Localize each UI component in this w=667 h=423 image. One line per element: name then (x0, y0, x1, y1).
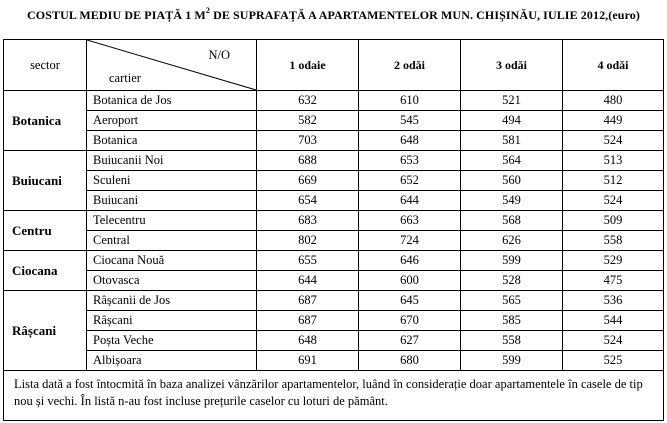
sector-name: Râșcani (4, 291, 87, 371)
header-no: N/O (208, 48, 230, 62)
price-cell: 582 (257, 111, 359, 131)
price-cell: 585 (461, 311, 563, 331)
price-cell: 645 (359, 291, 461, 311)
price-cell: 524 (563, 131, 664, 151)
header-col-3: 3 odăi (461, 40, 563, 91)
header-row (4, 40, 664, 91)
price-cell: 669 (257, 171, 359, 191)
price-cell: 680 (359, 351, 461, 371)
price-cell: 724 (359, 231, 461, 251)
price-cell: 644 (257, 271, 359, 291)
price-cell: 475 (563, 271, 664, 291)
cartier-name: Albișoara (87, 351, 257, 371)
price-cell: 449 (563, 111, 664, 131)
price-cell: 599 (461, 251, 563, 271)
table-row (4, 131, 664, 151)
price-cell: 581 (461, 131, 563, 151)
title-superscript: 2 (205, 6, 210, 15)
price-cell: 683 (257, 211, 359, 231)
price-cell: 558 (563, 231, 664, 251)
price-cell: 529 (563, 251, 664, 271)
cartier-name: Râșcani (87, 311, 257, 331)
price-cell: 521 (461, 91, 563, 111)
cartier-name: Râșcanii de Jos (87, 291, 257, 311)
cartier-name: Ciocana Nouă (87, 251, 257, 271)
price-cell: 653 (359, 151, 461, 171)
sector-name: Ciocana (4, 251, 87, 291)
page-title (0, 6, 667, 23)
price-cell: 560 (461, 171, 563, 191)
table-row (4, 171, 664, 191)
price-cell: 558 (461, 331, 563, 351)
price-cell: 632 (257, 91, 359, 111)
sector-name: Centru (4, 211, 87, 251)
cartier-name: Poșta Veche (87, 331, 257, 351)
price-cell: 655 (257, 251, 359, 271)
price-cell: 525 (563, 351, 664, 371)
price-cell: 568 (461, 211, 563, 231)
table-row (4, 291, 664, 311)
title-main: COSTUL MEDIU DE PIAȚĂ 1 M (27, 8, 206, 22)
price-cell: 610 (359, 91, 461, 111)
title-rest: DE SUPRAFAȚĂ A APARTAMENTELOR MUN. CHIȘINĂU, IULIE 2012,(euro) (209, 8, 640, 22)
table-row (4, 211, 664, 231)
price-cell: 509 (563, 211, 664, 231)
header-col-1: 1 odaie (257, 40, 359, 91)
table-row (4, 191, 664, 211)
price-cell: 627 (359, 331, 461, 351)
price-cell: 600 (359, 271, 461, 291)
price-cell: 545 (359, 111, 461, 131)
price-cell: 564 (461, 151, 563, 171)
price-cell: 687 (257, 311, 359, 331)
cartier-name: Botanica de Jos (87, 91, 257, 111)
cartier-name: Botanica (87, 131, 257, 151)
price-cell: 524 (563, 331, 664, 351)
cartier-name: Telecentru (87, 211, 257, 231)
price-cell: 670 (359, 311, 461, 331)
sector-name: Botanica (4, 91, 87, 151)
price-cell: 648 (257, 331, 359, 351)
price-cell: 654 (257, 191, 359, 211)
header-cartier: cartier (109, 71, 141, 85)
price-cell: 513 (563, 151, 664, 171)
price-cell: 648 (359, 131, 461, 151)
sector-name: Buiucani (4, 151, 87, 211)
table-row (4, 271, 664, 291)
table-row (4, 231, 664, 251)
header-diagonal-cell (87, 40, 257, 91)
cartier-name: Buiucani (87, 191, 257, 211)
price-cell: 626 (461, 231, 563, 251)
cartier-name: Buiucanii Noi (87, 151, 257, 171)
price-cell: 565 (461, 291, 563, 311)
table-row (4, 251, 664, 271)
header-col-4: 4 odăi (563, 40, 664, 91)
price-cell: 691 (257, 351, 359, 371)
price-cell: 644 (359, 191, 461, 211)
table-row (4, 311, 664, 331)
price-cell: 687 (257, 291, 359, 311)
price-cell: 549 (461, 191, 563, 211)
price-cell: 480 (563, 91, 664, 111)
price-cell: 512 (563, 171, 664, 191)
cartier-name: Central (87, 231, 257, 251)
table-row (4, 351, 664, 371)
price-cell: 524 (563, 191, 664, 211)
price-cell: 528 (461, 271, 563, 291)
price-cell: 599 (461, 351, 563, 371)
price-cell: 663 (359, 211, 461, 231)
table-row (4, 331, 664, 351)
header-sector: sector (4, 40, 87, 91)
price-cell: 703 (257, 131, 359, 151)
cartier-name: Otovasca (87, 271, 257, 291)
table-row (4, 91, 664, 111)
price-cell: 646 (359, 251, 461, 271)
cartier-name: Aeroport (87, 111, 257, 131)
footnote: Lista dată a fost întocmită în baza analizei vânzărilor apartamentelor, luând în considerație doar apartamentele în casele de tip nou și vechi. În listă n-au fost incluse prețurile caselor cu loturi de pământ. (4, 371, 664, 421)
price-cell: 544 (563, 311, 664, 331)
price-cell: 652 (359, 171, 461, 191)
price-cell: 802 (257, 231, 359, 251)
price-cell: 536 (563, 291, 664, 311)
price-cell: 688 (257, 151, 359, 171)
price-table (3, 39, 664, 421)
price-cell: 494 (461, 111, 563, 131)
note-row (4, 371, 664, 421)
cartier-name: Sculeni (87, 171, 257, 191)
table-row (4, 111, 664, 131)
header-col-2: 2 odăi (359, 40, 461, 91)
table-row (4, 151, 664, 171)
